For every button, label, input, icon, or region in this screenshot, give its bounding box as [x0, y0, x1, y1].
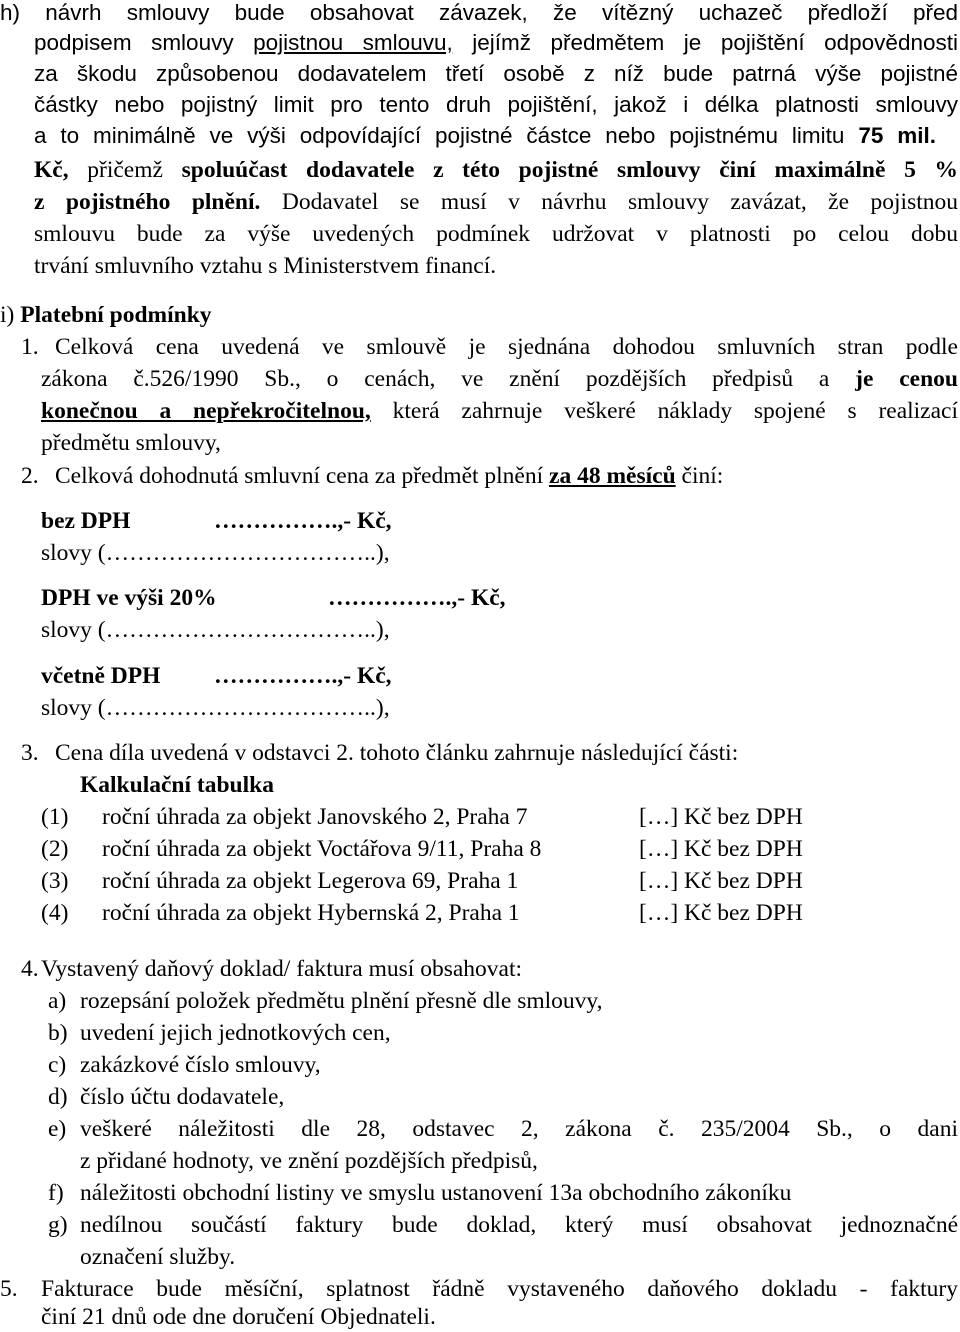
list-item-continued: označení služby. [80, 1244, 236, 1270]
p1-line-2 [41, 364, 958, 394]
h-text: jejímž předmětem je pojištění odpovědnosti [452, 30, 958, 55]
list-item-letter: d) [48, 1084, 68, 1110]
h-line-5 [34, 121, 936, 151]
h-text: a to minimálně ve výši odpovídající pojistné částce nebo pojistnému limitu [34, 123, 859, 148]
row-text: roční úhrada za objekt Hybernská 2, Praha 1 [102, 900, 520, 926]
h-line-2 [34, 28, 958, 58]
h-line-9: trvání smluvního vztahu s Ministerstvem financí. [34, 253, 497, 279]
h-line-4: částky nebo pojistný limit pro tento druh pojištění, jakož i délka platnosti smlouvy [34, 92, 958, 117]
p1-line-1: Celková cena uvedená ve smlouvě je sjednána dohodou smluvních stran podle [55, 334, 958, 360]
price-dph-value [328, 583, 506, 613]
list-item-continued: z přidané hodnoty, ve znění pozdějších předpisů, [80, 1148, 538, 1174]
row-value: […] Kč bez DPH [639, 836, 803, 862]
p3-number: 3. [21, 740, 39, 766]
p3-text: Cena díla uvedená v odstavci 2. tohoto článku zahrnuje následující části: [55, 740, 739, 766]
h-line-3: za škodu způsobenou dodavatelem třetí osobě z níž bude patrná výše pojistné [34, 61, 958, 86]
p5-line-2: činí 21 dnů ode dne doručení Objednateli. [41, 1304, 436, 1330]
p1-bold: je cenou [855, 366, 958, 392]
list-item: rozepsání položek předmětu plnění přesně dle smlouvy, [80, 988, 603, 1014]
list-item: nedílnou součástí faktury bude doklad, který musí obsahovat jednoznačné [80, 1212, 958, 1238]
h-line-6 [34, 155, 958, 185]
row-number: (1) [41, 804, 69, 830]
p1-underlined: konečnou a nepřekročitelnou, [41, 398, 371, 424]
list-item-letter: c) [48, 1052, 67, 1078]
h-text: podpisem smlouvy [34, 30, 254, 55]
p5-number: 5. [0, 1276, 18, 1302]
row-number: (2) [41, 836, 69, 862]
p2-underlined-period: za 48 měsíců [549, 463, 676, 489]
section-i-heading [0, 300, 212, 330]
p1-line-4: předmětu smlouvy, [41, 430, 221, 456]
h-bold: spoluúčast dodavatele z této pojistné smlouvy činí maximálně 5 % [181, 157, 958, 183]
row-text: roční úhrada za objekt Legerova 69, Praha 1 [102, 868, 519, 894]
row-value: […] Kč bez DPH [639, 868, 803, 894]
h-bold: z pojistného plnění. [34, 189, 261, 215]
h-line-7 [34, 187, 958, 217]
price-slovy-3: slovy (……………………………..), [41, 695, 390, 721]
list-item-letter: b) [48, 1020, 68, 1046]
section-i-title: Platební podmínky [20, 302, 212, 328]
list-item-letter: f) [48, 1180, 64, 1206]
value-text: …………….,- Kč, [328, 585, 506, 611]
value-text: …………….,- Kč, [214, 508, 392, 534]
list-item: náležitosti obchodní listiny ve smyslu ustanovení 13a obchodního zákoníku [80, 1180, 792, 1206]
row-text: roční úhrada za objekt Voctářova 9/11, Praha 8 [102, 836, 542, 862]
row-text: roční úhrada za objekt Janovského 2, Praha 7 [102, 804, 528, 830]
h-line-1: h) návrh smlouvy bude obsahovat závazek, že vítězný uchazeč předloží před [0, 0, 958, 25]
p2-bold [549, 463, 676, 489]
p1-number: 1. [21, 334, 39, 360]
p2-text: Celková dohodnutá smluvní cena za předmět plnění [55, 463, 550, 489]
row-value: […] Kč bez DPH [639, 804, 803, 830]
row-value: […] Kč bez DPH [639, 900, 803, 926]
list-item: veškeré náležitosti dle 28, odstavec 2, zákona č. 235/2004 Sb., o dani [80, 1116, 958, 1142]
label-text: bez DPH [41, 508, 131, 534]
p2-text: činí: [675, 463, 724, 489]
label-text: včetně DPH [41, 663, 161, 689]
price-bez-dph-value [214, 506, 392, 536]
p5-line-1: Fakturace bude měsíční, splatnost řádně vystaveného daňového dokladu - faktury [41, 1276, 958, 1302]
list-item-letter: e) [48, 1116, 67, 1142]
h-text: Dodavatel se musí v návrhu smlouvy zavázat, že pojistnou [260, 189, 958, 215]
label-text: DPH ve výši 20% [41, 585, 217, 611]
price-bez-dph-label [41, 506, 130, 536]
value-text: …………….,- Kč, [214, 663, 392, 689]
p1-text: která zahrnuje veškeré náklady spojené s realizací [370, 398, 959, 424]
price-slovy-2: slovy (……………………………..), [41, 617, 390, 643]
title-text: Kalkulační tabulka [80, 772, 274, 798]
h-bold: Kč, [34, 157, 69, 183]
list-item: uvedení jejich jednotkových cen, [80, 1020, 391, 1046]
h-underlined-insurance: pojistnou smlouvu, [253, 30, 453, 55]
calculation-table-title [80, 770, 274, 800]
p1-line-3 [41, 396, 958, 426]
p1-bold [41, 398, 371, 424]
list-item: zakázkové číslo smlouvy, [80, 1052, 321, 1078]
price-slovy-1: slovy (……………………………..), [41, 540, 390, 566]
h-text: přičemž [68, 157, 182, 183]
h-line-8: smlouvu bude za výše uvedených podmínek udržovat v platnosti po celou dobu [34, 221, 958, 247]
p2-number: 2. [21, 463, 39, 489]
list-item-letter: a) [48, 988, 67, 1014]
price-dph-label [41, 583, 217, 613]
list-item: číslo účtu dodavatele, [80, 1084, 285, 1110]
p4-number: 4. [21, 956, 39, 982]
p4-text: Vystavený daňový doklad/ faktura musí obsahovat: [41, 956, 523, 982]
list-item-letter: g) [48, 1212, 68, 1238]
p2-line [55, 461, 723, 491]
price-vcetne-label [41, 661, 160, 691]
price-vcetne-value [214, 661, 392, 691]
row-number: (4) [41, 900, 69, 926]
row-number: (3) [41, 868, 69, 894]
h-bold-limit: 75 mil. [858, 123, 936, 148]
p1-law: zákona č.526/1990 Sb. [41, 366, 295, 392]
p1-text: , o cenách, ve znění pozdějších předpisů a [294, 366, 856, 392]
section-i-prefix: i) [0, 302, 21, 328]
